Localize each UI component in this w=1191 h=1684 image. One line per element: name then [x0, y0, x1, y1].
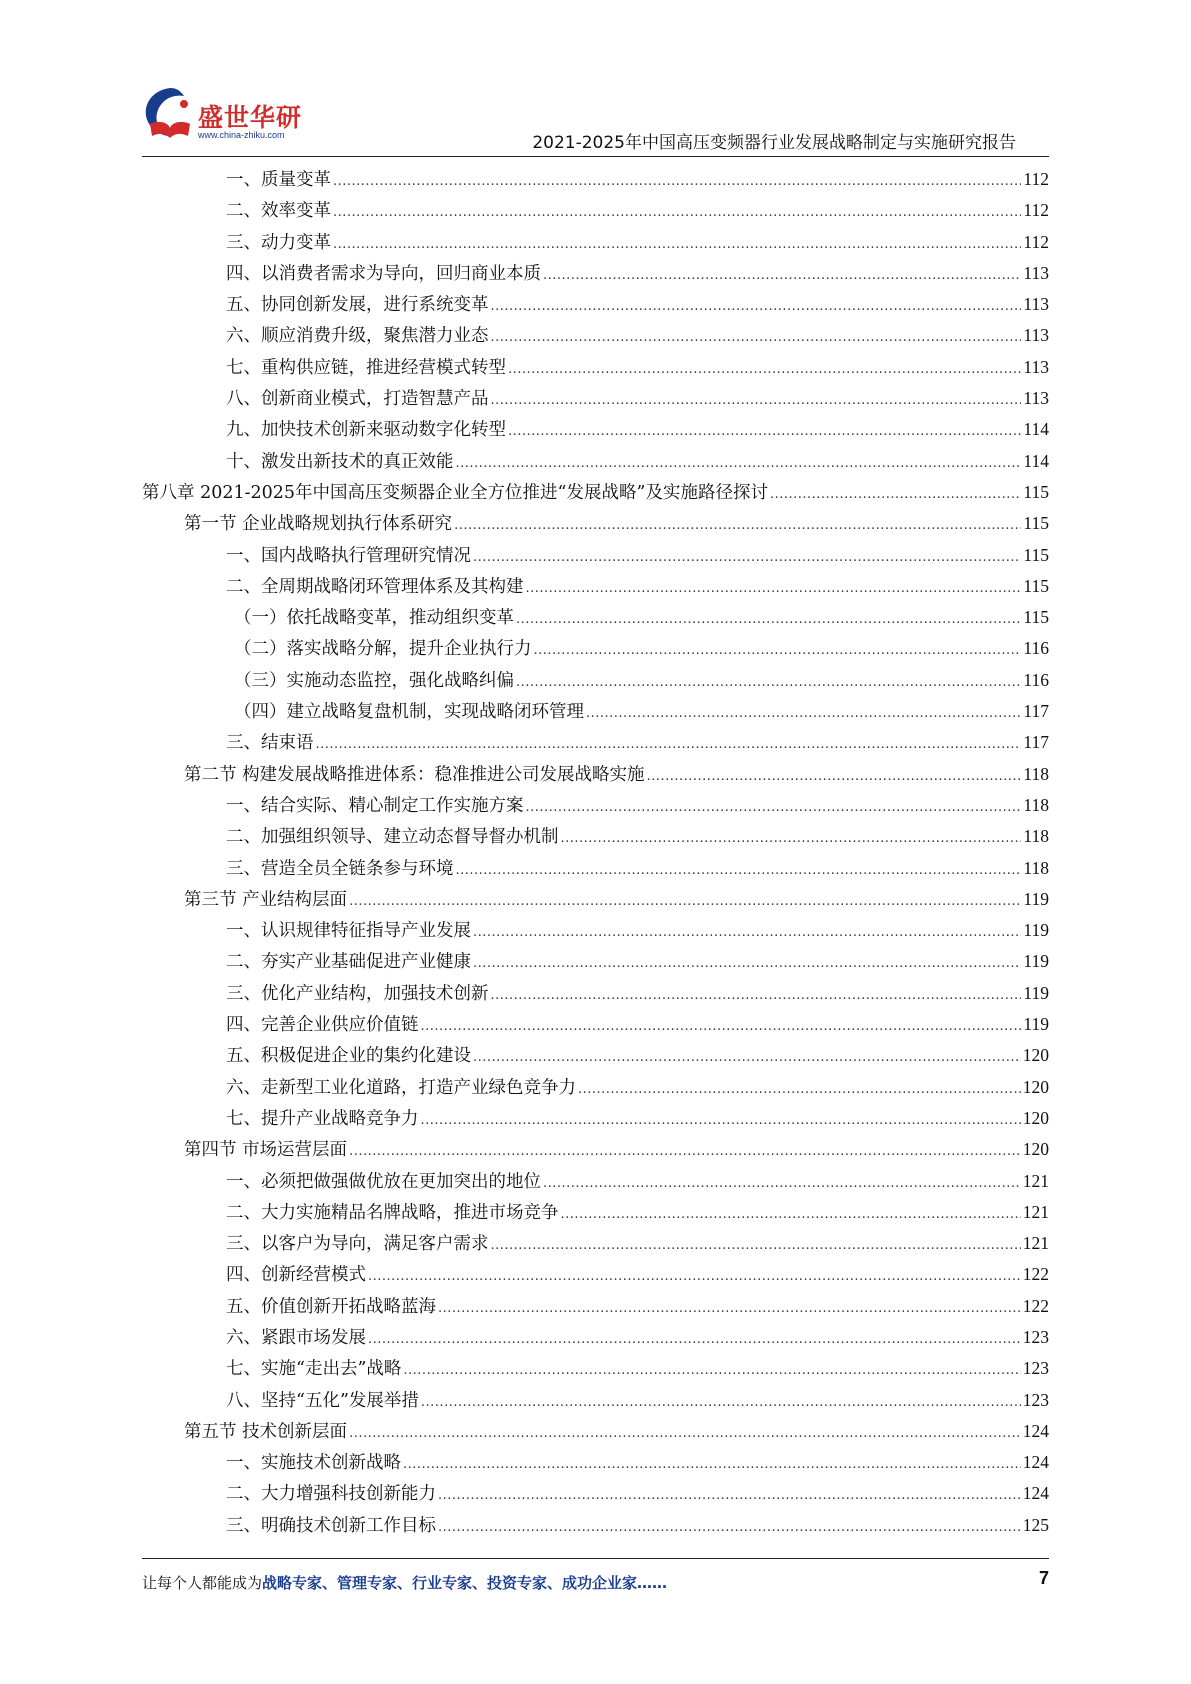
toc-entry[interactable]	[142, 946, 1049, 977]
toc-dot-leader	[491, 290, 1022, 322]
toc-entry[interactable]	[142, 477, 1049, 508]
toc-entry[interactable]	[142, 1134, 1049, 1165]
toc-entry[interactable]	[142, 665, 1049, 696]
toc-entry[interactable]	[142, 320, 1049, 351]
toc-entry-page: 116	[1023, 669, 1049, 690]
toc-entry-page: 119	[1023, 1014, 1049, 1035]
toc-entry[interactable]	[142, 1072, 1049, 1103]
toc-entry-page: 122	[1022, 1295, 1049, 1316]
toc-entry-title: 二、全周期战略闭环管理体系及其构建	[226, 576, 524, 597]
toc-entry-title: 一、质量变革	[226, 170, 331, 190]
toc-entry-page: 118	[1023, 857, 1049, 878]
toc-entry-page: 112	[1023, 231, 1049, 252]
toc-entry[interactable]	[142, 633, 1049, 664]
toc-dot-leader	[561, 822, 1022, 854]
toc-entry[interactable]	[142, 352, 1049, 383]
toc-dot-leader	[526, 791, 1022, 823]
toc-entry-page: 115	[1023, 513, 1049, 534]
toc-dot-leader	[491, 979, 1022, 1011]
toc-entry-page: 115	[1023, 544, 1049, 565]
toc-entry-page: 113	[1023, 356, 1049, 377]
toc-entry-title: 第三节 产业结构层面	[184, 889, 348, 910]
toc-entry-title: 五、积极促进企业的集约化建设	[226, 1046, 471, 1067]
toc-entry-title: 二、夯实产业基础促进产业健康	[226, 952, 471, 973]
toc-entry-page: 124	[1022, 1452, 1049, 1473]
toc-entry-title: 六、紧跟市场发展	[226, 1327, 366, 1348]
toc-dot-leader	[456, 447, 1022, 479]
toc-entry-page: 118	[1023, 826, 1049, 847]
toc-dot-leader	[316, 728, 1022, 760]
toc-entry-page: 121	[1022, 1170, 1049, 1191]
toc-entry[interactable]	[142, 853, 1049, 884]
toc-entry-title: 三、动力变革	[226, 232, 331, 253]
toc-entry[interactable]	[142, 383, 1049, 414]
toc-entry[interactable]	[142, 446, 1049, 477]
toc-entry-title: 七、提升产业战略竞争力	[226, 1108, 419, 1129]
toc-entry-title: （二）落实战略分解，提升企业执行力	[234, 639, 532, 660]
logo-mark-icon	[140, 84, 196, 144]
toc-entry-page: 114	[1023, 450, 1049, 471]
toc-entry-title: 四、创新经营模式	[226, 1265, 366, 1286]
toc-entry-title: 二、大力增强科技创新能力	[226, 1484, 436, 1505]
toc-entry-page: 113	[1023, 294, 1049, 315]
toc-entry[interactable]	[142, 571, 1049, 602]
toc-dot-leader	[421, 1104, 1021, 1136]
toc-entry-page: 123	[1022, 1389, 1049, 1410]
toc-dot-leader	[578, 1073, 1021, 1105]
toc-entry-page: 119	[1023, 951, 1049, 972]
toc-entry[interactable]	[142, 1353, 1049, 1384]
toc-entry-title: 五、协同创新发展，进行系统变革	[226, 295, 489, 316]
toc-entry[interactable]	[142, 227, 1049, 258]
toc-entry-title: 五、价值创新开拓战略蓝海	[226, 1296, 436, 1317]
toc-entry[interactable]	[142, 1197, 1049, 1228]
toc-entry-page: 125	[1022, 1514, 1049, 1535]
toc-entry-title: 第二节 构建发展战略推进体系：稳准推进公司发展战略实施	[184, 764, 645, 785]
toc-entry[interactable]	[142, 1416, 1049, 1447]
toc-entry[interactable]	[142, 508, 1049, 539]
toc-entry-page: 123	[1022, 1358, 1049, 1379]
toc-dot-leader	[333, 228, 1021, 260]
toc-dot-leader	[438, 1479, 1021, 1511]
toc-entry-title: 七、重构供应链，推进经营模式转型	[226, 357, 506, 378]
toc-dot-leader	[456, 854, 1022, 886]
report-title: 2021-2025年中国高压变频器行业发展战略制定与实施研究报告	[532, 133, 1016, 153]
toc-entry-page: 124	[1022, 1420, 1049, 1441]
toc-dot-leader	[438, 1292, 1021, 1324]
footer-slogan-highlight: 战略专家、管理专家、行业专家、投资专家、成功企业家……	[262, 1574, 668, 1592]
toc-entry[interactable]	[142, 1259, 1049, 1290]
toc-entry-title: 三、明确技术创新工作目标	[226, 1515, 436, 1536]
toc-entry-title: 三、以客户为导向，满足客户需求	[226, 1234, 489, 1255]
toc-dot-leader	[473, 1041, 1021, 1073]
toc-dot-leader	[770, 478, 1021, 510]
toc-dot-leader	[421, 1010, 1022, 1042]
toc-entry[interactable]	[142, 289, 1049, 320]
toc-entry-page: 115	[1023, 575, 1049, 596]
toc-entry[interactable]	[142, 790, 1049, 821]
toc-entry-page: 124	[1022, 1483, 1049, 1504]
toc-entry[interactable]	[142, 258, 1049, 289]
toc-entry-page: 118	[1023, 794, 1049, 815]
toc-entry-page: 119	[1023, 982, 1049, 1003]
toc-entry-page: 113	[1023, 388, 1049, 409]
toc-entry[interactable]	[142, 1009, 1049, 1040]
toc-entry-title: 第五节 技术创新层面	[184, 1421, 348, 1442]
toc-entry-page: 120	[1022, 1045, 1049, 1066]
toc-entry[interactable]	[142, 1228, 1049, 1259]
toc-entry[interactable]	[142, 195, 1049, 226]
toc-entry-title: （一）依托战略变革，推动组织变革	[234, 608, 514, 629]
toc-entry[interactable]	[142, 978, 1049, 1009]
toc-dot-leader	[349, 1135, 1021, 1167]
toc-entry-title: 三、结束语	[226, 733, 314, 754]
toc-dot-leader	[534, 634, 1022, 666]
toc-entry[interactable]	[142, 164, 1049, 195]
toc-entry[interactable]	[142, 915, 1049, 946]
toc-dot-leader	[473, 947, 1021, 979]
toc-dot-leader	[368, 1260, 1021, 1292]
toc-entry[interactable]	[142, 1447, 1049, 1478]
toc-dot-leader	[349, 885, 1021, 917]
toc-entry[interactable]	[142, 414, 1049, 445]
toc-entry[interactable]	[142, 696, 1049, 727]
toc-dot-leader	[647, 760, 1022, 792]
header-divider	[142, 156, 1049, 157]
toc-entry-page: 121	[1022, 1233, 1049, 1254]
toc-entry-title: 一、必须把做强做优放在更加突出的地位	[226, 1171, 541, 1192]
toc-entry[interactable]	[142, 1510, 1049, 1541]
toc-entry-page: 117	[1023, 732, 1049, 753]
toc-dot-leader	[491, 1229, 1021, 1261]
toc-dot-leader	[473, 916, 1021, 948]
toc-dot-leader	[508, 415, 1021, 447]
toc-entry-title: 七、实施“走出去”战略	[226, 1359, 402, 1380]
toc-entry-title: 第四节 市场运营层面	[184, 1140, 348, 1161]
toc-entry-title: 一、认识规律特征指导产业发展	[226, 921, 471, 942]
toc-entry-page: 120	[1022, 1076, 1049, 1097]
toc-entry[interactable]	[142, 540, 1049, 571]
toc-dot-leader	[333, 196, 1021, 228]
toc-entry-title: 四、以消费者需求为导向，回归商业本质	[226, 263, 541, 284]
toc-entry-page: 112	[1023, 200, 1049, 221]
toc-entry-title: 八、坚持“五化”发展举措	[226, 1390, 419, 1411]
toc-dot-leader	[543, 1167, 1021, 1199]
toc-dot-leader	[561, 1198, 1021, 1230]
footer-divider	[142, 1558, 1049, 1559]
toc-entry-page: 122	[1022, 1264, 1049, 1285]
toc-dot-leader	[454, 509, 1021, 541]
toc-entry[interactable]	[142, 1385, 1049, 1416]
toc-entry[interactable]	[142, 1040, 1049, 1071]
toc-entry-page: 116	[1023, 638, 1049, 659]
toc-entry[interactable]	[142, 1166, 1049, 1197]
toc-entry-title: 第一节 企业战略规划执行体系研究	[184, 514, 453, 535]
toc-dot-leader	[586, 697, 1021, 729]
company-logo	[140, 80, 310, 150]
toc-dot-leader	[403, 1448, 1021, 1480]
logo-url: www.china-zhiku.com	[198, 130, 285, 140]
toc-entry-page: 113	[1023, 262, 1049, 283]
toc-entry[interactable]	[142, 884, 1049, 915]
toc-entry-title: 二、加强组织领导、建立动态督导督办机制	[226, 827, 559, 848]
toc-entry-page: 119	[1023, 888, 1049, 909]
toc-entry-page: 115	[1023, 607, 1049, 628]
toc-entry-title: 十、激发出新技术的真正效能	[226, 451, 454, 472]
toc-entry-page: 119	[1023, 920, 1049, 941]
toc-entry-page: 120	[1022, 1107, 1049, 1128]
toc-dot-leader	[473, 541, 1021, 573]
toc-dot-leader	[516, 603, 1021, 635]
toc-entry-title: 一、国内战略执行管理研究情况	[226, 545, 471, 566]
toc-entry-page: 115	[1023, 481, 1049, 502]
toc-entry-title: 三、营造全员全链条参与环境	[226, 858, 454, 879]
toc-entry[interactable]	[142, 727, 1049, 758]
toc-entry-title: 第八章 2021-2025年中国高压变频器企业全方位推进“发展战略”及实施路径探讨	[142, 482, 768, 503]
toc-dot-leader	[403, 1354, 1020, 1386]
toc-dot-leader	[368, 1323, 1021, 1355]
toc-dot-leader	[421, 1386, 1021, 1418]
toc-entry-page: 121	[1022, 1201, 1049, 1222]
toc-dot-leader	[349, 1417, 1021, 1449]
toc-entry-page: 112	[1023, 169, 1049, 189]
toc-entry-page: 117	[1023, 701, 1049, 722]
toc-entry[interactable]	[142, 1291, 1049, 1322]
toc-entry-title: 六、走新型工业化道路，打造产业绿色竞争力	[226, 1077, 576, 1098]
toc-entry[interactable]	[142, 1103, 1049, 1134]
toc-entry-title: （三）实施动态监控，强化战略纠偏	[234, 670, 514, 691]
toc-entry[interactable]	[142, 759, 1049, 790]
toc-entry-page: 118	[1023, 763, 1049, 784]
toc-dot-leader	[543, 259, 1021, 291]
toc-entry-title: 二、大力实施精品名牌战略，推进市场竞争	[226, 1202, 559, 1223]
toc-dot-leader	[491, 321, 1022, 353]
toc-dot-leader	[526, 572, 1022, 604]
toc-dot-leader	[333, 165, 1021, 197]
table-of-contents	[142, 164, 1049, 1541]
toc-entry-title: 一、实施技术创新战略	[226, 1453, 401, 1474]
toc-entry-page: 120	[1022, 1139, 1049, 1160]
toc-entry[interactable]	[142, 602, 1049, 633]
toc-dot-leader	[508, 353, 1021, 385]
toc-entry-title: 三、优化产业结构，加强技术创新	[226, 983, 489, 1004]
toc-entry-title: 八、创新商业模式，打造智慧产品	[226, 389, 489, 410]
toc-entry-title: 九、加快技术创新来驱动数字化转型	[226, 420, 506, 441]
footer-slogan-prefix: 让每个人都能成为	[142, 1574, 263, 1592]
toc-entry-title: （四）建立战略复盘机制，实现战略闭环管理	[234, 702, 584, 723]
toc-entry[interactable]	[142, 821, 1049, 852]
toc-entry-title: 四、完善企业供应价值链	[226, 1015, 419, 1036]
toc-entry-page: 114	[1023, 419, 1049, 440]
toc-entry[interactable]	[142, 1478, 1049, 1509]
toc-entry-title: 一、结合实际、精心制定工作实施方案	[226, 795, 524, 816]
toc-entry-title: 六、顺应消费升级，聚焦潜力业态	[226, 326, 489, 347]
toc-entry-title: 二、效率变革	[226, 201, 331, 222]
toc-dot-leader	[516, 666, 1021, 698]
toc-entry-page: 123	[1022, 1326, 1049, 1347]
page-number: 7	[1038, 1568, 1049, 1588]
logo-name: 盛世华研	[198, 103, 303, 132]
toc-entry[interactable]	[142, 1322, 1049, 1353]
footer-slogan	[142, 1572, 667, 1593]
toc-entry-page: 113	[1023, 325, 1049, 346]
toc-dot-leader	[491, 384, 1022, 416]
toc-dot-leader	[438, 1511, 1021, 1543]
